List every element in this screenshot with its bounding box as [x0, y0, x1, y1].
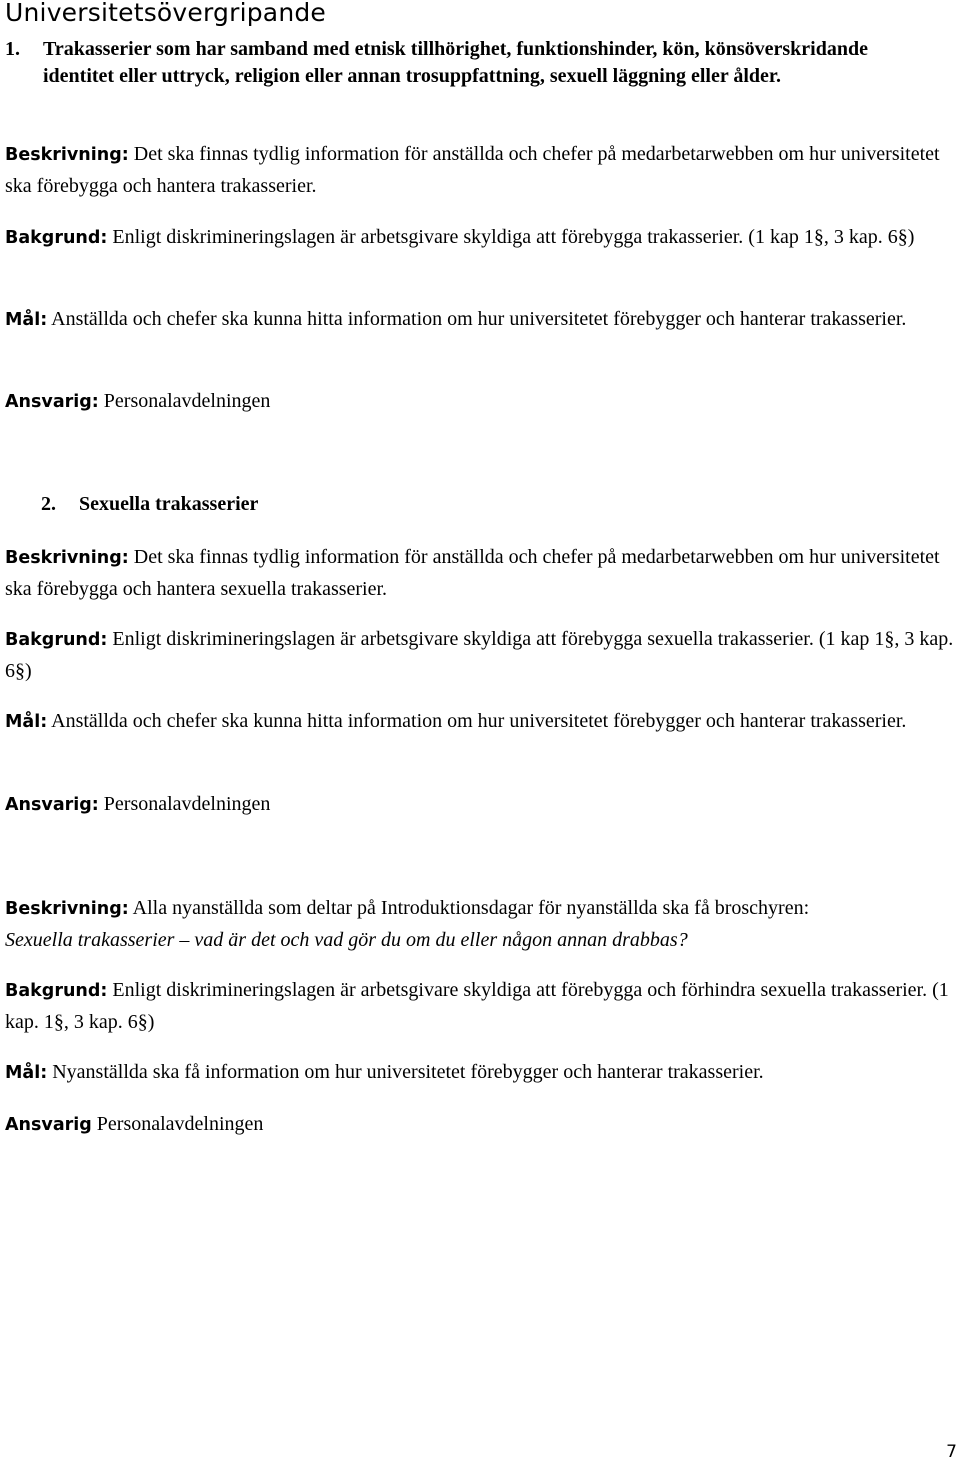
mal-label: Mål: — [5, 1063, 48, 1083]
beskrivning-label: Beskrivning: — [5, 548, 129, 568]
brochure-title: Sexuella trakasserier – vad är det och vad gör du om du eller någon annan drabbas? — [5, 928, 688, 951]
section-2-title-text: Sexuella trakasserier — [79, 493, 259, 515]
bakgrund-label: Bakgrund: — [5, 981, 108, 1001]
section-1-ansvarig — [5, 386, 960, 418]
mal-label: Mål: — [5, 310, 48, 330]
ansvarig-label: Ansvarig: — [5, 795, 99, 815]
section-2-mal — [5, 706, 960, 738]
mal-text: Anställda och chefer ska kunna hitta information om hur universitetet förebygger och hanterar trakasserier. — [51, 308, 907, 330]
section-2-beskrivning — [5, 542, 960, 604]
ansvarig-text: Personalavdelningen — [103, 793, 271, 815]
section-1-title — [5, 36, 933, 90]
bakgrund-label: Bakgrund: — [5, 630, 108, 650]
section-3-beskrivning — [5, 893, 960, 955]
section-3-mal — [5, 1057, 960, 1089]
beskrivning-label: Beskrivning: — [5, 145, 129, 165]
section-2-bakgrund — [5, 624, 960, 686]
section-1-number: 1. — [5, 38, 20, 60]
section-2-title — [41, 491, 259, 518]
ansvarig-label: Ansvarig — [5, 1115, 92, 1135]
section-3-ansvarig — [5, 1109, 960, 1141]
section-2-ansvarig — [5, 789, 960, 821]
page-number: 7 — [946, 1442, 957, 1462]
bakgrund-text: Enligt diskrimineringslagen är arbetsgivare skyldiga att förebygga och förhindra sexuella trakasserier. (1 kap. 1§, 3 kap. 6§) — [5, 979, 949, 1033]
ansvarig-label: Ansvarig: — [5, 392, 99, 412]
section-2-number: 2. — [41, 493, 56, 515]
mal-label: Mål: — [5, 712, 48, 732]
section-1-title-text: Trakasserier som har samband med etnisk tillhörighet, funktionshinder, kön, könsöverskridande identitet eller uttryck, religion eller annan trosuppfattning, sexuell läggning eller ålder. — [43, 38, 868, 87]
mal-text: Anställda och chefer ska kunna hitta information om hur universitetet förebygger och hanterar trakasserier. — [51, 710, 907, 732]
page-heading: Universitetsövergripande — [5, 0, 327, 27]
section-1-mal — [5, 304, 960, 336]
bakgrund-label: Bakgrund: — [5, 228, 108, 248]
bakgrund-text: Enligt diskrimineringslagen är arbetsgivare skyldiga att förebygga trakasserier. (1 kap 1§, 3 kap. 6§) — [112, 226, 915, 248]
section-1-beskrivning — [5, 139, 960, 201]
bakgrund-text: Enligt diskrimineringslagen är arbetsgivare skyldiga att förebygga sexuella trakasserier. (1 kap 1§, 3 kap. 6§) — [5, 628, 954, 682]
beskrivning-text: Det ska finnas tydlig information för anställda och chefer på medarbetarwebben om hur universitetet ska förebygga och hantera trakasserier. — [5, 143, 940, 197]
beskrivning-text: Det ska finnas tydlig information för anställda och chefer på medarbetarwebben om hur universitetet ska förebygga och hantera sexuella trakasserier. — [5, 546, 940, 600]
section-1-bakgrund — [5, 222, 960, 254]
section-3-bakgrund — [5, 975, 960, 1037]
ansvarig-text: Personalavdelningen — [103, 390, 271, 412]
mal-text: Nyanställda ska få information om hur universitetet förebygger och hanterar trakasserier. — [52, 1061, 764, 1083]
beskrivning-text: Alla nyanställda som deltar på Introduktionsdagar för nyanställda ska få broschyren: — [132, 897, 810, 919]
beskrivning-label: Beskrivning: — [5, 899, 129, 919]
ansvarig-text: Personalavdelningen — [96, 1113, 264, 1135]
